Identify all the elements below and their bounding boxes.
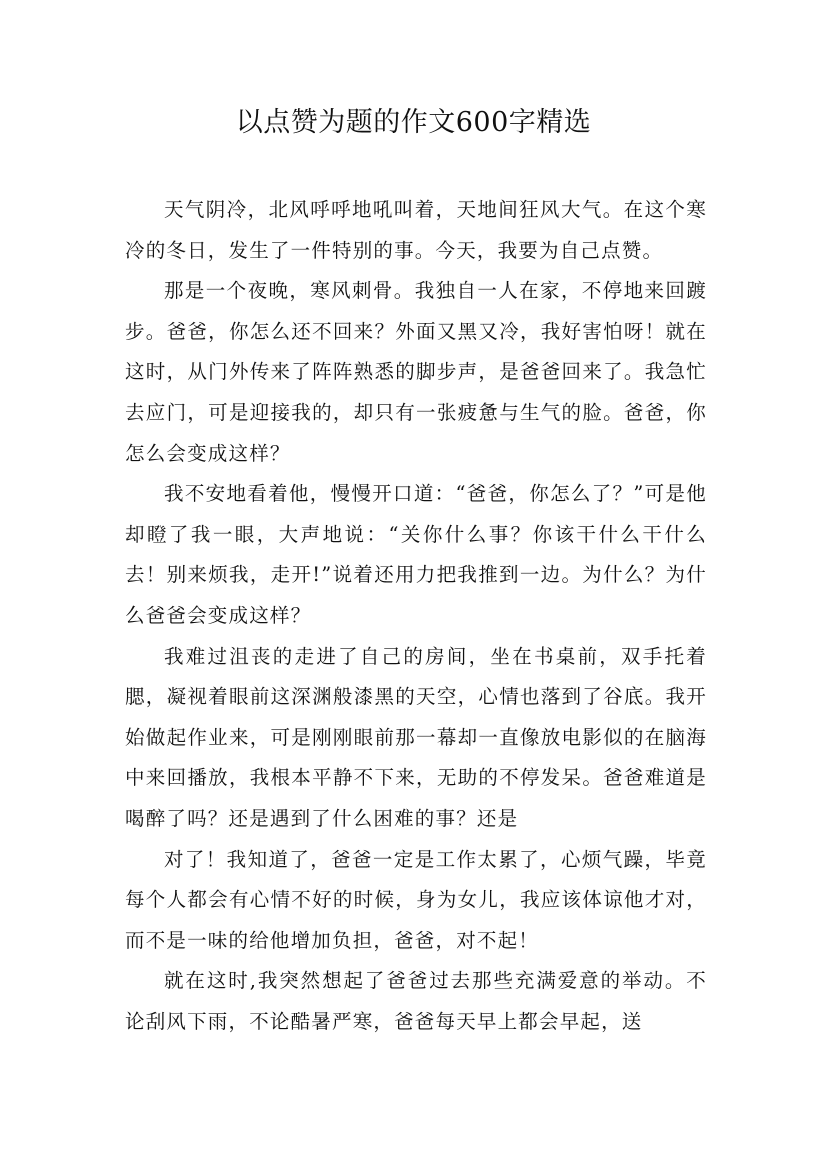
paragraph: 对了！我知道了，爸爸一定是工作太累了，心烦气躁，毕竟每个人都会有心情不好的时候，身为女儿，我应该体谅他才对，而不是一味的给他增加负担，爸爸，对不起！ bbox=[125, 847, 707, 952]
document-body bbox=[125, 190, 707, 1042]
paragraph: 就在这时,我突然想起了爸爸过去那些充满爱意的举动。不论刮风下雨，不论酷暑严寒，爸爸每天早上都会早起，送 bbox=[125, 969, 707, 1033]
paragraph: 那是一个夜晚，寒风刺骨。我独自一人在家，不停地来回踱步。爸爸，你怎么还不回来？外面又黑又冷，我好害怕呀！就在这时，从门外传来了阵阵熟悉的脚步声，是爸爸回来了。我急忙去应门，可是迎接我的，却只有一张疲惫与生气的脸。爸爸，你怎么会变成这样？ bbox=[125, 279, 707, 465]
paragraph: 我难过沮丧的走进了自己的房间，坐在书桌前，双手托着腮，凝视着眼前这深渊般漆黑的天空，心情也落到了谷底。我开始做起作业来，可是刚刚眼前那一幕却一直像放电影似的在脑海中来回播放，我根本平静不下来，无助的不停发呆。爸爸难道是喝醉了吗？还是遇到了什么困难的事？还是 bbox=[125, 644, 707, 830]
paragraph: 我不安地看着他，慢慢开口道：“爸爸，你怎么了？”可是他却瞪了我一眼，大声地说：“关你什么事？你该干什么干什么去！别来烦我，走开!”说着还用力把我推到一边。为什么？为什么爸爸会变成这样？ bbox=[125, 482, 707, 627]
document-title: 以点赞为题的作文600字精选 bbox=[235, 107, 592, 138]
paragraph: 天气阴冷，北风呼呼地吼叫着，天地间狂风大气。在这个寒冷的冬日，发生了一件特别的事。今天，我要为自己点赞。 bbox=[125, 198, 707, 262]
